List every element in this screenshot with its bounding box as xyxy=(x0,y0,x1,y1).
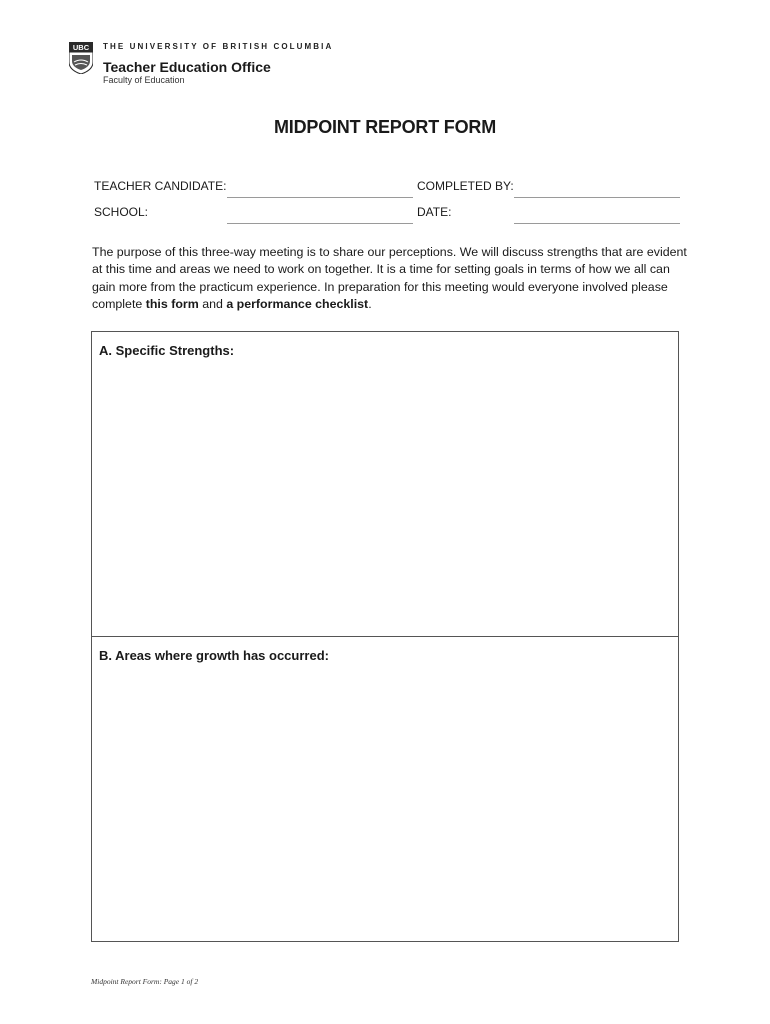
teacher-candidate-label: TEACHER CANDIDATE: xyxy=(94,179,227,193)
completed-by-label: COMPLETED BY: xyxy=(417,179,514,193)
office-name: Teacher Education Office xyxy=(103,59,271,75)
specific-strengths-label: A. Specific Strengths: xyxy=(99,343,235,358)
intro-bold-2: a performance checklist xyxy=(226,297,369,312)
date-label: DATE: xyxy=(417,205,452,219)
intro-text-1: The purpose of this three-way meeting is to share our perceptions. We will discuss strengths that are evident at this time and areas we need to work on together. It is a time for setting goals in terms of how we all can gain more from the practicum experience. In preparation for this meeting would everyone involved please complete xyxy=(92,245,687,312)
intro-text-2: and xyxy=(198,297,227,312)
school-label: SCHOOL: xyxy=(94,205,149,219)
intro-text-3: . xyxy=(368,297,372,312)
page-footer: Midpoint Report Form: Page 1 of 2 xyxy=(91,977,199,986)
growth-areas-box[interactable] xyxy=(91,636,679,942)
logo-text: UBC xyxy=(72,43,90,52)
intro-paragraph xyxy=(92,244,688,314)
university-name: THE UNIVERSITY OF BRITISH COLUMBIA xyxy=(103,42,334,51)
page-title: MIDPOINT REPORT FORM xyxy=(274,117,496,137)
completed-by-field[interactable] xyxy=(514,197,680,198)
faculty-name: Faculty of Education xyxy=(103,75,185,85)
ubc-logo-icon xyxy=(69,42,93,74)
date-field[interactable] xyxy=(514,223,680,224)
teacher-candidate-field[interactable] xyxy=(227,197,413,198)
specific-strengths-box[interactable] xyxy=(91,331,679,637)
growth-areas-label: B. Areas where growth has occurred: xyxy=(99,648,329,663)
school-field[interactable] xyxy=(227,223,413,224)
intro-bold-1: this form xyxy=(145,297,199,312)
